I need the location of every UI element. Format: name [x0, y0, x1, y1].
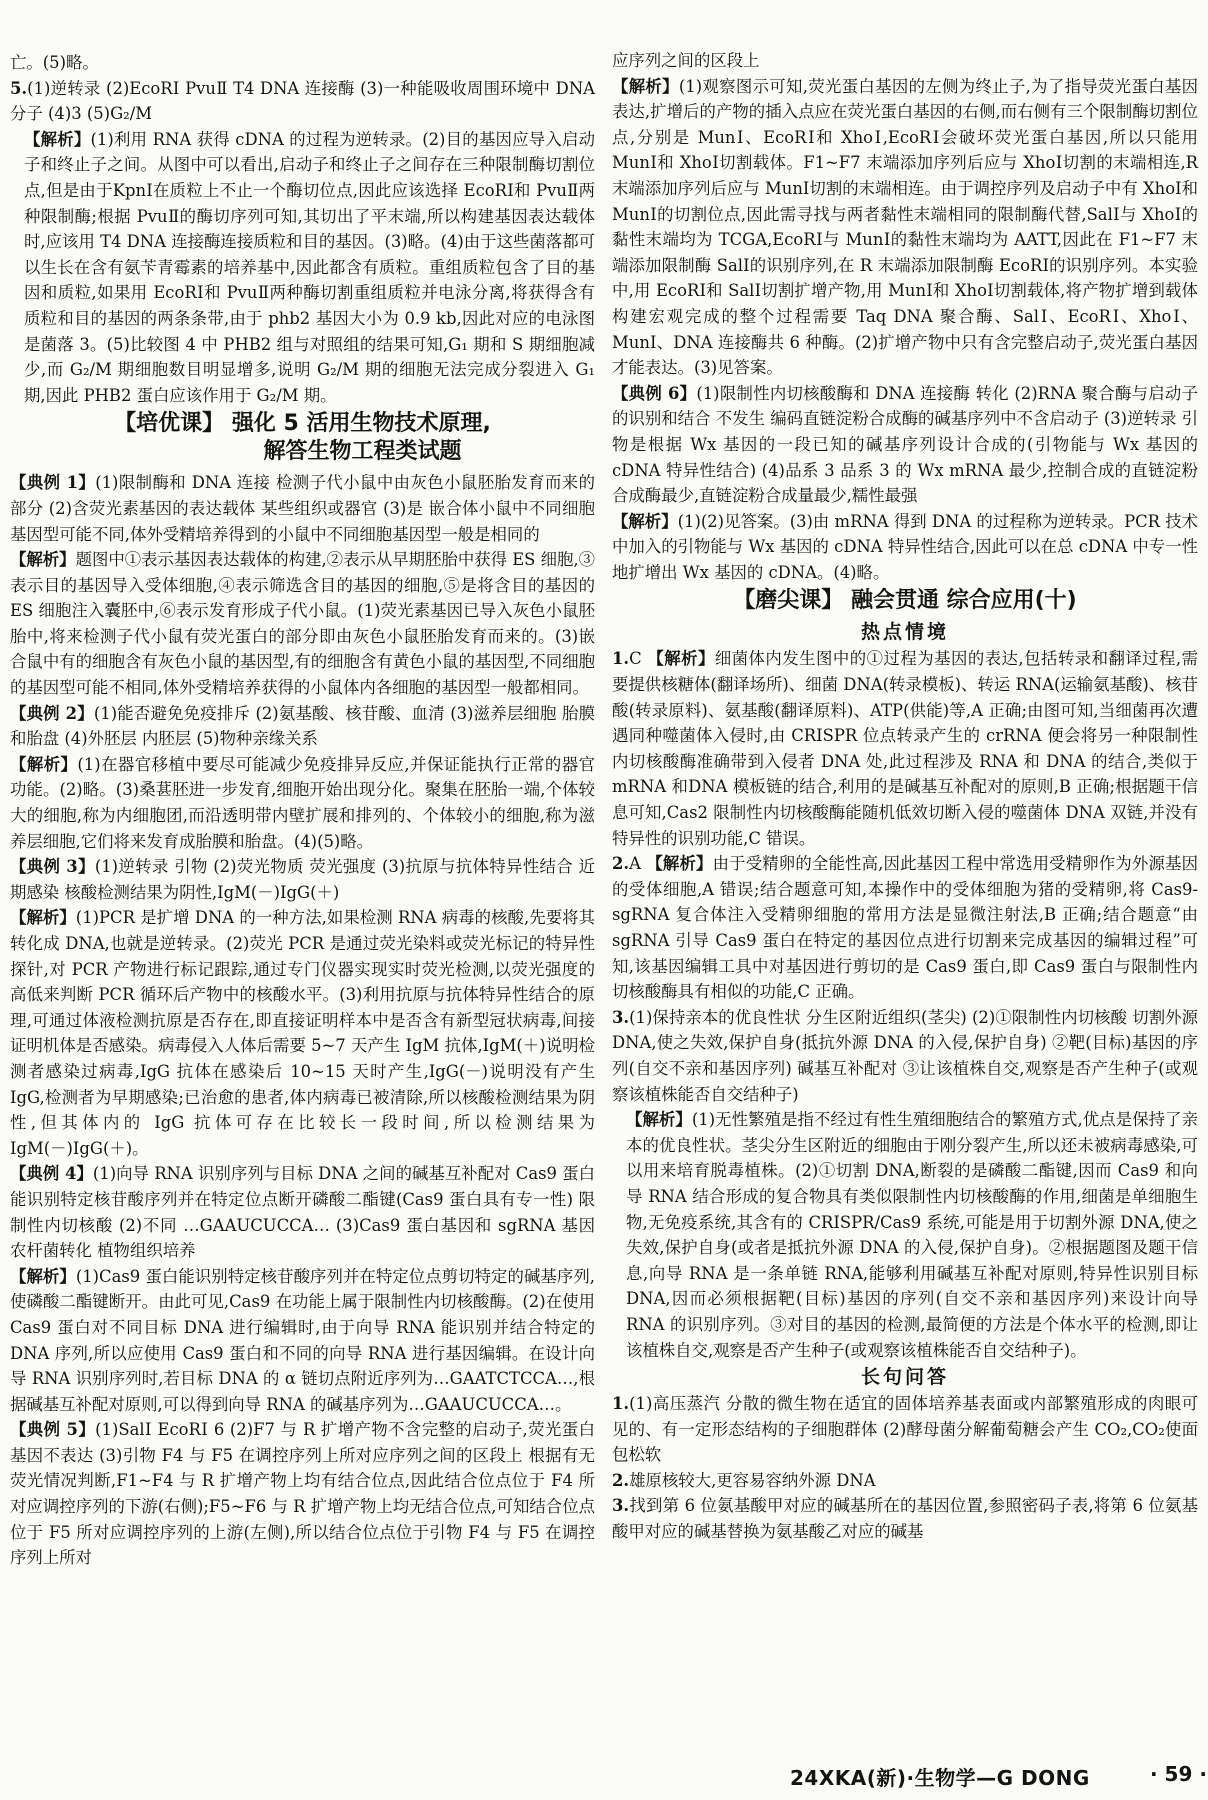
example-tag: 【典例 3】 [10, 857, 95, 877]
answer-text: 雄原核较大,更容易容纳外源 DNA [629, 1470, 876, 1490]
answer-text: A [629, 854, 647, 874]
analysis-text: (1)PCR 是扩增 DNA 的一种方法,如果检测 RNA 病毒的核酸,先要将其转化成 DNA,也就是逆转录。(2)荧光 PCR 是通过荧光染料或荧光标记的特异性探针,对 PCR 产物进行标记跟踪,通过专门仪器实现实时荧光检测,以荧光强度的高低来判断 PCR 循环后产物中的核酸水平。(3)利用抗原与抗体特异性结合的原理,可通过体液检测抗原是否存在,即直接证明样本中是否含有新型冠状病毒,间接证明机体是否感染。病毒侵入人体后需要 5~7 天产生 IgM 抗体,IgM(＋)说明检测者感染过病毒,IgG 抗体在感染后 10~15 天时产生,IgG(－)说明没有产生 IgG,检测者为早期感染;已治愈的患者,体内病毒已被清除,所以核酸检测结果为阴性,但其体内的 IgG 抗体可存在比较长一段时间,所以检测结果为 IgM(－)IgG(＋)。 [10, 908, 596, 1158]
long-answer-1 [612, 1391, 1198, 1468]
question-2 [612, 851, 1198, 1005]
example-tag: 【典例 6】 [612, 383, 697, 403]
answer-text: (1)逆转录 (2)EcoRⅠ PvuⅡ T4 DNA 连接酶 (3)一种能吸收周围环境中 DNA 分子 (4)3 (5)G₂/M [10, 78, 595, 124]
answer-text: (1)限制性内切核酸酶和 DNA 连接酶 转化 (2)RNA 聚合酶与启动子的识别和结合 不发生 编码直链淀粉合成酶的碱基序列中不含启动子 (3)逆转录 引物是根据 Wx 基因的一段已知的碱基序列设计合成的(引物能与 Wx 基因的 cDNA 特异性结合) (4)品系 3 品系 3 的 Wx mRNA 最少,控制合成的直链淀粉合成酶最少,直链淀粉合成量最少,糯性最强 [612, 383, 1198, 506]
analysis-text: (1)(2)见答案。(3)由 mRNA 得到 DNA 的过程称为逆转录。PCR 技术中加入的引物能与 Wx 基因的 cDNA 特异性结合,因此可以在总 cDNA 中专一性地扩增出 Wx 基因的 cDNA。(4)略。 [612, 511, 1198, 582]
question-1 [612, 646, 1198, 851]
question-number: 3. [612, 1007, 630, 1027]
example-1 [10, 470, 595, 547]
long-answer-2 [612, 1468, 1198, 1494]
section-heading-line2: 解答生物工程类试题 [263, 439, 462, 465]
example-tag: 【典例 5】 [10, 1420, 96, 1440]
question-3 [612, 1005, 1198, 1107]
long-answer-3 [612, 1493, 1198, 1544]
analysis-text: (1)在器官移植中要尽可能减少免疫排异反应,并保证能执行正常的器官功能。(2)略。(3)桑葚胚进一步发育,细胞开始出现分化。聚集在胚胎一端,个体较大的细胞,称为内细胞团,而沿透明带内壁扩展和排列的、个体较小的细胞,称为滋养层细胞,它们将来发育成胎膜和胎盘。(4)(5)略。 [10, 754, 595, 851]
analysis-block [612, 1107, 1198, 1363]
analysis-text: (1)Cas9 蛋白能识别特定核苷酸序列并在特定位点剪切特定的碱基序列,使磷酸二酯键断开。由此可见,Cas9 在功能上属于限制性内切核酸酶。(2)在使用 Cas9 蛋白对不同目标 DNA 进行编辑时,由于向导 RNA 能识别并结合特定的 DNA 序列,所以应使用 Cas9 蛋白和不同的向导 RNA 进行基因编辑。在设计向导 RNA 识别序列时,若目标 DNA 的 α 链切点附近序列为…GAATCTCCA…,根据碱基互补配对原则,可以得到向导 RNA 的碱基序列为…GAAUCUCCA…。 [10, 1266, 595, 1414]
page-number: · 59 · [1150, 1762, 1207, 1786]
analysis-block [612, 509, 1198, 586]
analysis-tag: 【解析】 [10, 1266, 76, 1286]
continuation-line: 亡。(5)略。 [10, 53, 99, 72]
analysis-tag: 【解析】 [612, 76, 679, 96]
question-number: 1. [612, 649, 630, 669]
example-tag: 【典例 2】 [10, 703, 94, 723]
analysis-text: (1)观察图示可知,荧光蛋白基因的左侧为终止子,为了指导荧光蛋白基因表达,扩增后的产物的插入点应在荧光蛋白基因的右侧,而右侧有三个限制酶切割位点,分别是 MunⅠ、EcoRⅠ和 XhoⅠ,EcoRⅠ会破坏荧光蛋白基因,所以只能用 MunⅠ和 XhoⅠ切割载体。F1~F7 末端添加序列后应与 XhoⅠ切割的末端相连,R 末端添加序列后应与 MunⅠ切割的末端相连。由于调控序列及启动子中有 XhoⅠ和 MunⅠ的切割位点,因此需寻找与两者黏性末端相同的限制酶代替,SalⅠ与 XhoⅠ的黏性末端均为 TCGA,EcoRⅠ与 MunⅠ的黏性末端均为 AATT,因此在 F1~F7 末端添加限制酶 SalⅠ的识别序列,在 R 末端添加限制酶 EcoRⅠ的识别序列。本实验中,用 EcoRⅠ和 SalⅠ切割扩增产物,用 MunⅠ和 XhoⅠ切割载体,将产物扩增到载体构建宏观完成的整个过程需要 Taq DNA 聚合酶、SalⅠ、EcoRⅠ、XhoⅠ、MunⅠ、DNA 连接酶共 6 种酶。(2)扩增产物中只有含完整启动子,荧光蛋白基因才能表达。(3)见答案。 [612, 76, 1198, 378]
example-tag: 【典例 4】 [10, 1164, 93, 1184]
example-3 [10, 854, 595, 905]
analysis-tag: 【解析】 [626, 1110, 692, 1130]
question-5 [10, 76, 595, 127]
example-tag: 【典例 1】 [10, 473, 96, 493]
answer-text: (1)高压蒸汽 分散的微生物在适宜的固体培养基表面或内部繁殖形成的肉眼可见的、有一定形态结构的子细胞群体 (2)酵母菌分解葡萄糖会产生 CO₂,CO₂使面包松软 [612, 1394, 1198, 1465]
answer-text: (1)能否避免免疫排斥 (2)氨基酸、核苷酸、血清 (3)滋养层细胞 胎膜和胎盘 (4)外胚层 内胚层 (5)物种亲缘关系 [10, 703, 595, 749]
analysis-block [10, 547, 595, 701]
question-number: 1. [612, 1394, 630, 1414]
analysis-tag: 【解析】 [646, 854, 713, 874]
analysis-tag: 【解析】 [612, 511, 678, 531]
footer-book-code: 24XKA(新)·生物学—G DONG [790, 1766, 1090, 1790]
analysis-tag: 【解析】 [10, 754, 78, 774]
section-heading [10, 410, 595, 466]
analysis-text: 细菌体内发生图中的①过程为基因的表达,包括转录和翻译过程,需要提供核糖体(翻译场所)、细菌 DNA(转录模板)、转运 RNA(运输氨基酸)、核苷酸(转录原料)、氨基酸(翻译原料)、ATP(供能)等,A 正确;由图可知,当细菌再次遭遇同种噬菌体入侵时,由 CRISPR 位点转录产生的 crRNA 便会将另一种限制性内切核酸酶准确带到入侵者 DNA 处,此过程涉及 RNA 和 DNA 的结合,类似于 mRNA 和DNA 模板链的结合,利用的是碱基互补配对的原则,B 正确;根据题干信息可知,Cas2 限制性内切核酸酶能随机低效切断入侵的噬菌体 DNA 双链,并没有特异性的识别功能,C 错误。 [612, 649, 1198, 848]
analysis-text: 由于受精卵的全能性高,因此基因工程中常选用受精卵作为外源基因的受体细胞,A 错误;结合题意可知,本操作中的受体细胞为猪的受精卵,将 Cas9-sgRNA 复合体注入受精卵细胞的常用方法是显微注射法,B 正确;结合题意“由 sgRNA 引导 Cas9 蛋白在特定的基因位点进行切割来完成基因的编辑过程”可知,该基因编辑工具中对基因进行剪切的是 Cas9 蛋白,即 Cas9 蛋白与限制性内切核酸酶具有相似的功能,C 正确。 [612, 854, 1198, 1002]
answer-text: 找到第 6 位氨基酸甲对应的碱基所在的基因位置,参照密码子表,将第 6 位氨基酸甲对应的碱基替换为氨基酸乙对应的碱基 [612, 1496, 1198, 1542]
question-number: 3. [612, 1496, 630, 1516]
section-heading-line1: 【培优课】 强化 5 活用生物技术原理, [114, 411, 491, 437]
answer-text: C [629, 649, 648, 669]
example-4 [10, 1161, 595, 1263]
answer-text: (1)SalⅠ EcoRⅠ 6 (2)F7 与 R 扩增产物不含完整的启动子,荧光蛋白基因不表达 (3)引物 F4 与 F5 在调控序列上所对应序列之间的区段上 根据有无荧光情况判断,F1~F4 与 R 扩增产物上均有结合位点,因此结合位点位于 F4 所对应调控序列的下游(右侧);F5~F6 与 R 扩增产物上均无结合位点,可知结合位点位于 F5 所对应调控序列的上游(左侧),所以结合位点位于引物 F4 与 F5 在调控序列上所对 [10, 1420, 595, 1568]
left-column [10, 50, 595, 1571]
subsection-heading: 热点情境 [860, 621, 949, 644]
analysis-tag: 【解析】 [24, 129, 91, 149]
answer-text: (1)逆转录 引物 (2)荧光物质 荧光强度 (3)抗原与抗体特异性结合 近期感染 核酸检测结果为阴性,IgM(－)IgG(＋) [10, 857, 595, 902]
example-5 [10, 1417, 595, 1571]
analysis-block [612, 74, 1198, 381]
subsection-heading: 长句问答 [860, 1366, 949, 1389]
analysis-block [10, 905, 595, 1161]
analysis-tag: 【解析】 [10, 908, 76, 928]
continuation-line: 应序列之间的区段上 [612, 51, 760, 70]
example-6 [612, 381, 1198, 509]
answer-text: (1)保持亲本的优良性状 分生区附近组织(茎尖) (2)①限制性内切核酸 切割外源 DNA,使之失效,保护自身(抵抗外源 DNA 的入侵,保护自身) ②靶(目标)基因的序列(自交不亲和基因序列) 碱基互补配对 ③让该植株自交,观察是否产生种子(或观察该植株能否自交结种子) [612, 1007, 1198, 1104]
analysis-tag: 【解析】 [10, 550, 76, 570]
question-number: 2. [612, 1470, 630, 1490]
analysis-text: (1)无性繁殖是指不经过有性生殖细胞结合的繁殖方式,优点是保持了亲本的优良性状。茎尖分生区附近的细胞由于刚分裂产生,所以还未被病毒感染,可以用来培育脱毒植株。(2)①切割 DNA,断裂的是磷酸二酯键,因而 Cas9 和向导 RNA 结合形成的复合物具有类似限制性内切核酸酶的作用,细菌是单细胞生物,无免疫系统,其含有的 CRISPR/Cas9 系统,可能是用于切割外源 DNA,使之失效,保护自身(或者是抵抗外源 DNA 的入侵,保护自身)。②根据题图及题干信息,向导 RNA 是一条单链 RNA,能够利用碱基互补配对原则,特异性识别目标 DNA,因而必须根据靶(目标)基因的序列(自交不亲和基因序列)来设计向导 RNA 的识别序列。③对目的基因的检测,最简便的方法是个体水平的检测,即让该植株自交,观察是否产生种子(或观察该植株能否自交结种子)。 [626, 1110, 1199, 1360]
analysis-text: 题图中①表示基因表达载体的构建,②表示从早期胚胎中获得 ES 细胞,③表示目的基因导入受体细胞,④表示筛选含目的基因的细胞,⑤是将含目的基因的 ES 细胞注入囊胚中,⑥表示发育形成子代小鼠。(1)荧光素基因已导入灰色小鼠胚胎中,将来检测子代小鼠有荧光蛋白的部分即由灰色小鼠胚胎发育而来的。(3)嵌合鼠中有的细胞含有灰色小鼠的基因型,有的细胞含有黄色小鼠的基因型,不同细胞的基因型可能不相同,体外受精培养获得的小鼠体内各细胞的基因型一般都相同。 [10, 550, 595, 698]
example-2 [10, 701, 595, 752]
section-heading: 【磨尖课】 融会贯通 综合应用(十) [733, 588, 1077, 614]
analysis-tag: 【解析】 [647, 649, 715, 669]
answer-text: (1)向导 RNA 识别序列与目标 DNA 之间的碱基互补配对 Cas9 蛋白能识别特定核苷酸序列并在特定位点断开磷酸二酯键(Cas9 蛋白具有专一性) 限制性内切核酸 (2)不同 …GAAUCUCCA… (3)Cas9 蛋白基因和 sgRNA 基因 农杆菌转化 植物组织培养 [10, 1164, 595, 1261]
analysis-text: (1)利用 RNA 获得 cDNA 的过程为逆转录。(2)目的基因应导入启动子和终止子之间。从图中可以看出,启动子和终止子之间存在三种限制酶切割位点,但是由于KpnⅠ在质粒上不止一个酶切位点,因此应该选择 EcoRⅠ和 PvuⅡ两种限制酶;根据 PvuⅡ的酶切序列可知,其切出了平末端,所以构建基因表达载体时,应该用 T4 DNA 连接酶连接质粒和目的基因。(3)略。(4)由于这些菌落都可以生长在含有氨苄青霉素的培养基中,因此都含有质粒。重组质粒包含了目的基因和质粒,如果用 EcoRⅠ和 PvuⅡ两种酶切割重组质粒并电泳分离,将获得含有质粒和目的基因的两条条带,由于 phb2 基因大小为 0.9 kb,因此对应的电泳图是菌落 3。(5)比较图 4 中 PHB2 组与对照组的结果可知,G₁ 期和 S 期细胞减少,而 G₂/M 期细胞数目明显增多,说明 G₂/M 期的细胞无法完成分裂进入 G₁ 期,因此 PHB2 蛋白应该作用于 G₂/M 期。 [24, 129, 596, 405]
analysis-block [10, 1264, 595, 1418]
answer-text: (1)限制酶和 DNA 连接 检测子代小鼠中由灰色小鼠胚胎发育而来的部分 (2)含荧光素基因的表达载体 某些组织或器官 (3)是 嵌合体小鼠中不同细胞基因型可能不同,体外受精培养得到的小鼠中不同细胞基因型一般是相同的 [10, 473, 595, 544]
analysis-block [10, 752, 595, 854]
question-number: 2. [612, 854, 630, 874]
question-number: 5. [10, 78, 28, 98]
analysis-block [10, 127, 595, 409]
right-column [612, 48, 1198, 1545]
